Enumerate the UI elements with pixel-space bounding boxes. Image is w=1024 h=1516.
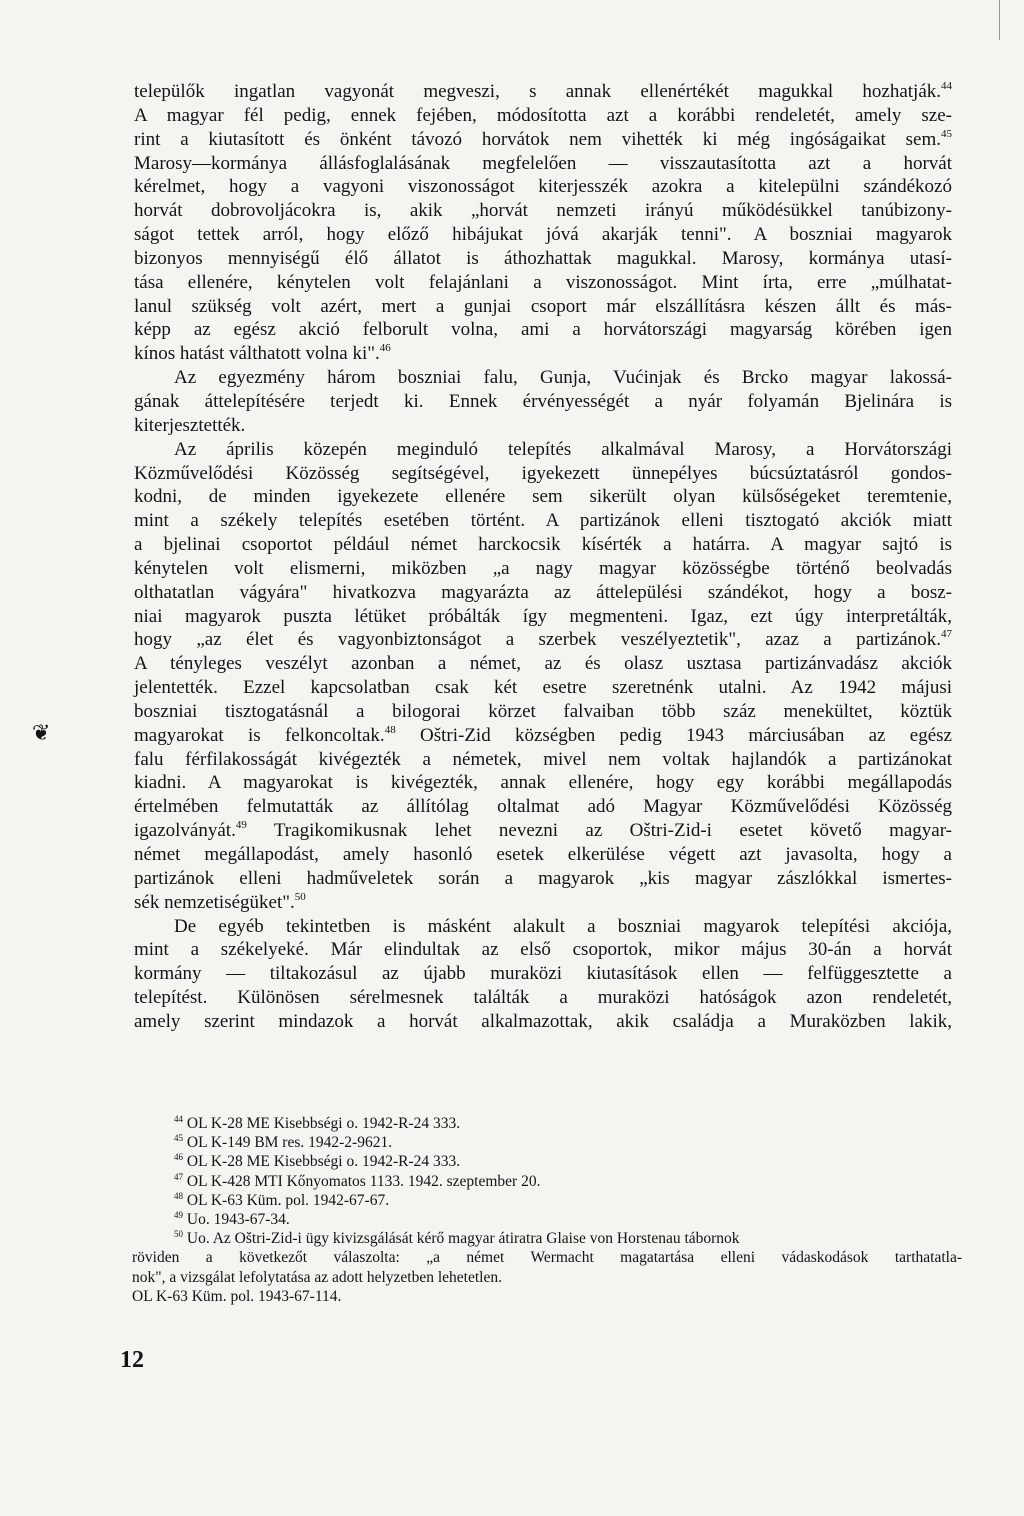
text-line-content: igazolványát. [134, 820, 236, 842]
text-line-content: Közművelődési Közösség segítségével, igyekezett ünnepélyes búcsúztatásról gondos- [134, 462, 952, 484]
text-line [134, 509, 952, 533]
text-line-content: kínos hatást válthatott volna ki". [134, 343, 380, 365]
footnote-number: 48 [174, 1190, 183, 1201]
text-line [134, 414, 952, 438]
footnote [132, 1172, 962, 1191]
footnote-continuation: nok", a vizsgálat lefolytatása az adott helyzetben lehetetlen. [132, 1268, 502, 1286]
text-line [134, 748, 952, 772]
text-line [134, 342, 952, 366]
text-line [134, 271, 952, 295]
text-line-content: boszniai tisztogatásnál a bilogorai körzet falvaiban több száz menekültet, köztük [134, 700, 952, 722]
text-line-content: olthatatlan vágyára" hivatkozva magyarázta az áttelepülési szándékot, hogy a bosz- [134, 581, 952, 603]
text-line [134, 891, 952, 915]
text-line-content: kiterjesztették. [134, 414, 246, 436]
text-line-content: kénytelen volt elismerni, miközben „a nagy magyar közösségbe történő beolvadás [134, 557, 952, 579]
text-line [134, 795, 952, 819]
footnote-number: 46 [174, 1152, 183, 1163]
text-line [134, 438, 952, 462]
text-line-content: bizonyos mennyiségű élő állatot is áthozhattak magukkal. Marosy, kormánya utasí- [134, 247, 952, 269]
text-line [134, 652, 952, 676]
text-line [134, 915, 952, 939]
footnote-number: 47 [174, 1171, 183, 1182]
footnote-text: Uo. 1943-67-34. [186, 1211, 290, 1229]
text-line-content: gának áttelepítésére terjedt ki. Ennek érvényességét a nyár folyamán Bjelinára is [134, 390, 952, 412]
footnote-continuation: röviden a következőt válaszolta: „a német Wermacht magatartása elleni vádaskodások tarthatatla- [132, 1249, 962, 1267]
footnote [132, 1210, 962, 1229]
text-line-content: hogy „az élet és vagyonbiztonságot a szerbek veszélyeztetik", azaz a partizánok. [134, 629, 941, 651]
footnote-reference: 49 [235, 819, 247, 832]
text-line [134, 390, 952, 414]
text-line [134, 581, 952, 605]
text-line-tail: Tragikomikusnak lehet nevezni az Oštri-Zid-i esetet követő magyar- [246, 820, 952, 842]
text-line [134, 700, 952, 724]
footnote-number: 50 [174, 1229, 183, 1240]
text-line-content: kérelmet, hogy a vagyoni viszonosságot kiterjesszék azokra a kitelepülni szándékozó [134, 176, 952, 198]
text-line-content: ságot tettek arról, hogy előző hibájukat jóvá akarják tenni". A boszniai magyarok [134, 224, 952, 246]
text-line-content: kodni, de minden igyekezete ellenére sem sikerült olyan külsőségeket teremtenie, [134, 486, 952, 508]
page-number: 12 [120, 1347, 144, 1373]
text-line-content: kormány — tiltakozásul az újabb muraközi kiutasítások ellen — felfüggesztette a [134, 963, 952, 985]
text-line-content: képp az egész akció felborult volna, ami a horvátországi magyarság körében igen [134, 319, 952, 341]
text-line [134, 175, 952, 199]
margin-mark-icon: ❦ [32, 720, 51, 745]
text-line-content: rint a kiutasított és önként távozó horvátok nem vihették ki még ingóságaikat sem. [134, 128, 941, 150]
footnote-text: Uo. Az Oštri-Zid-i ügy kivizsgálását kérő magyar átiratra Glaise von Horstenau tábornok [186, 1230, 740, 1248]
footnote-reference: 45 [941, 127, 952, 140]
footnote-text: OL K-149 BM res. 1942-2-9621. [186, 1134, 393, 1152]
text-line [134, 533, 952, 557]
text-line [134, 724, 952, 748]
footnote-number: 49 [174, 1210, 183, 1221]
text-line-content: a bjelinai csoportot például német harckocsik kísérték a határra. A magyar sajtó is [134, 534, 952, 556]
text-line [134, 843, 952, 867]
text-line [134, 605, 952, 629]
footnote-text: OL K-28 ME Kisebbségi o. 1942-R-24 333. [186, 1115, 461, 1132]
footnote-reference: 50 [294, 890, 306, 903]
text-line-content: A magyar fél pedig, ennek fejében, módosította azt a korábbi rendeletét, amely sze- [134, 104, 952, 126]
text-line [134, 962, 952, 986]
text-line [134, 104, 952, 128]
text-line [134, 199, 952, 223]
text-line [134, 938, 952, 962]
text-line [134, 318, 952, 342]
main-text [134, 80, 952, 1034]
text-line-content: lanul szükség volt azért, mert a gunjai csoport már elszállításra készen állt és más- [134, 295, 952, 317]
footnote-reference: 48 [384, 723, 396, 736]
text-line-content: horvát dobrovoljácokra is, akik „horvát nemzeti irányú működésükkel tanúbizony- [134, 200, 952, 222]
text-line-content: Az egyezmény három boszniai falu, Gunja, Vućinjak és Brcko magyar lakossá- [174, 367, 952, 389]
footnote [132, 1114, 962, 1133]
text-line [134, 247, 952, 271]
text-line [134, 462, 952, 486]
text-line-content: mint a székely telepítés esetében történt. A partizánok elleni tisztogató akciók miatt [134, 510, 952, 532]
text-line-content: partizánok elleni hadműveletek során a magyarok „kis magyar zászlókkal ismertes- [134, 867, 952, 889]
text-line [134, 128, 952, 152]
footnote-number: 44 [174, 1114, 183, 1124]
footnote-number: 45 [174, 1133, 183, 1144]
scan-edge-mark [999, 0, 1020, 40]
footnote-reference: 46 [379, 342, 391, 355]
footnote-text: OL K-28 ME Kisebbségi o. 1942-R-24 333. [186, 1153, 461, 1171]
text-line-content: amely szerint mindazok a horvát alkalmazottak, akik családja a Muraközben lakik, [134, 1010, 952, 1032]
footnote [132, 1229, 962, 1248]
text-line [134, 628, 952, 652]
text-line [134, 986, 952, 1010]
text-line [134, 557, 952, 581]
text-line-content: tása ellenére, kénytelen volt felajánlani a viszonosságot. Mint írta, erre „múlhatat- [134, 271, 952, 293]
text-line-content: sék nemzetiségüket". [134, 891, 295, 913]
footnote-text: OL K-428 MTI Kőnyomatos 1133. 1942. szeptember 20. [186, 1172, 541, 1190]
text-line [134, 676, 952, 700]
text-line [134, 223, 952, 247]
text-line-content: De egyéb tekintetben is másként alakult a boszniai magyarok telepítési akciója, [174, 915, 952, 937]
text-line-content: értelmében felmutatták az állítólag oltalmat adó Magyar Közművelődési Közösség [134, 796, 952, 818]
text-line-content: Marosy—kormánya állásfoglalásának megfelelően — visszautasította azt a horvát [134, 152, 952, 174]
text-line [134, 485, 952, 509]
footnote-continuation: OL K-63 Küm. pol. 1943-67-114. [132, 1287, 342, 1305]
text-line [134, 1010, 952, 1034]
text-line [134, 152, 952, 176]
text-line-content: mint a székelyeké. Már elindultak az első csoportok, mikor május 30-án a horvát [134, 939, 952, 961]
text-line [134, 295, 952, 319]
text-line-content: jelentették. Ezzel kapcsolatban csak két esetre szeretnénk utalni. Az 1942 májusi [134, 677, 952, 699]
text-line-content: Az április közepén meginduló telepítés alkalmával Marosy, a Horvátországi [174, 438, 952, 460]
text-line [134, 819, 952, 843]
text-line-content: települők ingatlan vagyonát megveszi, s annak ellenértékét magukkal hozhatják. [134, 81, 941, 102]
text-line-content: magyarokat is felkoncoltak. [134, 724, 385, 746]
footnote-reference: 44 [941, 80, 952, 92]
footnote [132, 1191, 962, 1210]
text-line-content: német megállapodást, amely hasonló esetek elkerülése végett azt javasolta, hogy a [134, 844, 952, 865]
footnotes [132, 1114, 962, 1306]
footnote [132, 1133, 962, 1152]
footnote [132, 1152, 962, 1171]
footnote-text: OL K-63 Küm. pol. 1942-67-67. [186, 1191, 390, 1209]
text-line-content: falu férfilakosságát kivégezték a németek, mivel nem voltak hajlandók a partizánokat [134, 748, 952, 770]
text-line-tail: Oštri-Zid községben pedig 1943 márciusában az egész [395, 724, 952, 746]
text-line [134, 80, 952, 104]
text-line-content: telepítést. Különösen sérelmesnek találták a muraközi hatóságok azon rendeletét, [134, 987, 952, 1009]
text-line-content: niai magyarok puszta létüket próbálták így megmenteni. Igaz, ezt úgy interpretálták, [134, 605, 952, 627]
text-line-content: kiadni. A magyarokat is kivégezték, annak ellenére, hogy egy korábbi megállapodás [134, 772, 952, 794]
text-line [134, 867, 952, 891]
text-line [134, 771, 952, 795]
text-line-content: A tényleges veszélyt azonban a német, az és olasz usztasa partizánvadász akciók [134, 653, 952, 675]
text-line [134, 366, 952, 390]
footnote-reference: 47 [941, 628, 952, 641]
